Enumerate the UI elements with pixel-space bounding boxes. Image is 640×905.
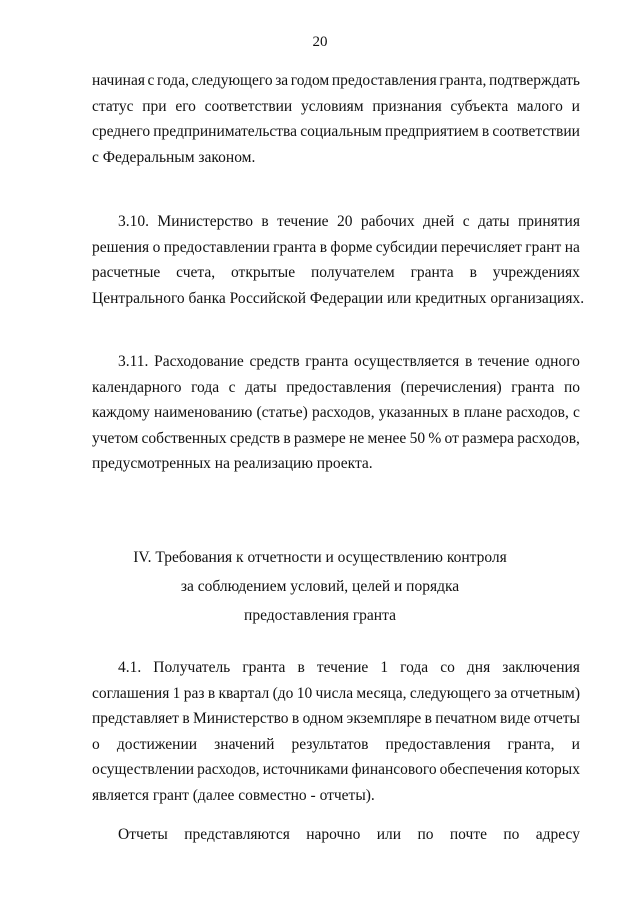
paragraph-line: предусмотренных на реализацию проекта. bbox=[92, 455, 373, 472]
paragraph-line: решения о предоставлении гранта в форме субсидии перечисляет грант на bbox=[92, 238, 580, 256]
section-heading-line: предоставления гранта bbox=[244, 607, 396, 624]
section-heading-line: IV. Требования к отчетности и осуществлению контроля bbox=[133, 549, 507, 566]
paragraph-line: 3.10. Министерство в течение 20 рабочих дней с даты принятия bbox=[118, 213, 580, 230]
section-heading-line: за соблюдением условий, целей и порядка bbox=[180, 578, 460, 595]
paragraph-line: среднего предпринимательства социальным предприятием в соответствии bbox=[92, 123, 580, 140]
paragraph-line: Отчеты представляются нарочно или по почте по адресу bbox=[118, 826, 580, 843]
paragraph-line: учетом собственных средств в размере не менее 50 % от размера расходов, bbox=[92, 429, 580, 447]
paragraph-line: осуществлении расходов, источниками финансового обеспечения которых bbox=[92, 761, 580, 778]
paragraph-line: расчетные счета, открытые получателем гранта в учреждениях bbox=[92, 264, 580, 281]
paragraph-line: о достижении значений результатов предоставления гранта, и bbox=[92, 735, 580, 753]
paragraph-line: Центрального банка Российской Федерации или кредитных организациях. bbox=[92, 289, 585, 307]
paragraph-line: 4.1. Получатель гранта в течение 1 года со дня заключения bbox=[118, 659, 580, 676]
paragraph-line: каждому наименованию (статье) расходов, указанных в плане расходов, с bbox=[92, 404, 580, 421]
paragraph-line: является грант (далее совместно - отчеты). bbox=[92, 786, 375, 804]
paragraph-line: представляет в Министерство в одном экземпляре в печатном виде отчеты bbox=[92, 710, 580, 727]
paragraph-line: календарного года с даты предоставления (перечисления) гранта по bbox=[92, 378, 580, 396]
paragraph-line: с Федеральным законом. bbox=[92, 148, 256, 166]
paragraph-line: статус при его соответствии условиям признания субъекта малого и bbox=[92, 97, 580, 115]
paragraph-line: соглашения 1 раз в квартал (до 10 числа месяца, следующего за отчетным) bbox=[92, 684, 580, 702]
paragraph-line: начиная с года, следующего за годом предоставления гранта, подтверждать bbox=[92, 72, 580, 89]
paragraph-line: 3.11. Расходование средств гранта осуществляется в течение одного bbox=[118, 353, 580, 370]
page-number: 20 bbox=[312, 34, 328, 50]
